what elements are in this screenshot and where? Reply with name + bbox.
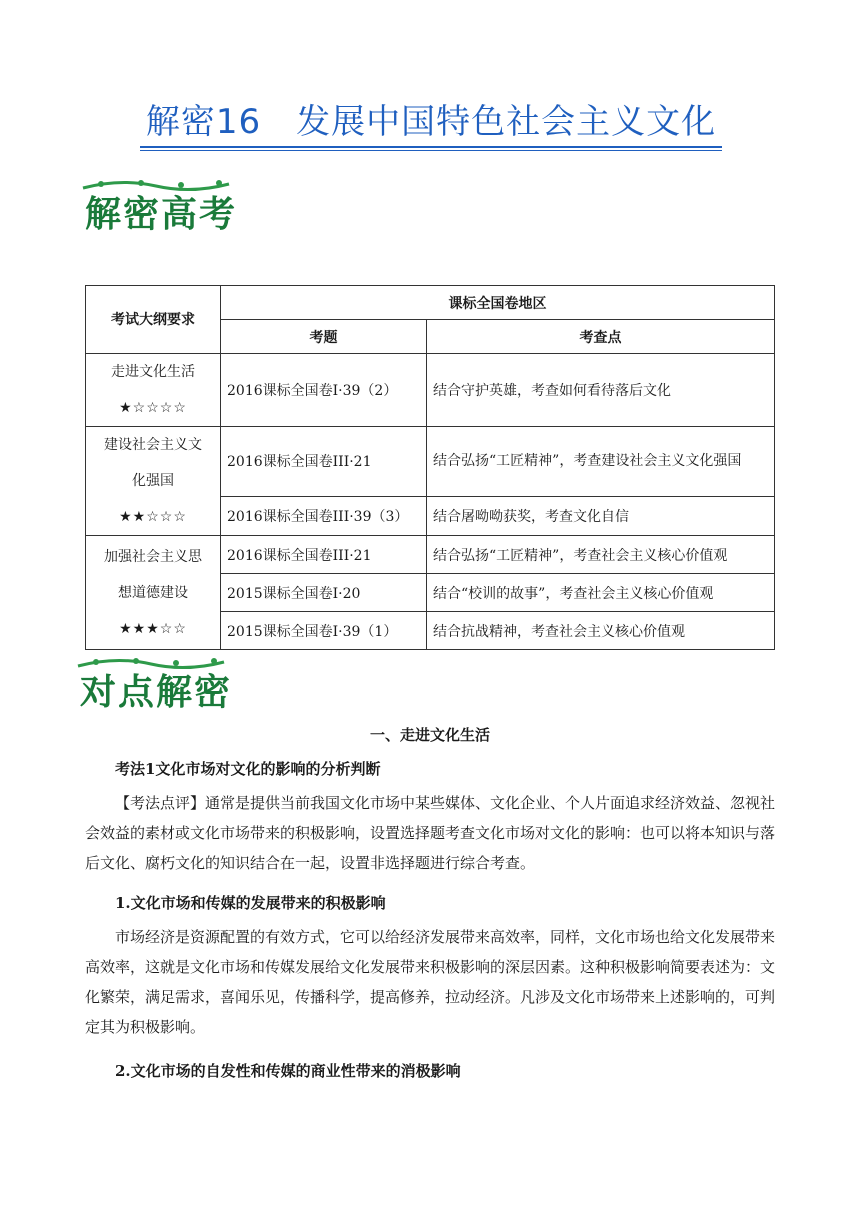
method-title: 考法1文化市场对文化的影响的分析判断	[115, 760, 381, 778]
leaf-decoration-icon	[81, 178, 231, 192]
page-title: 解密16 发展中国特色社会主义文化	[145, 102, 717, 142]
requirement-cell: 加强社会主义思 想道德建设 ★★★☆☆	[86, 536, 221, 650]
subheading-negative: 2.文化市场的自发性和传媒的商业性带来的消极影响	[115, 1062, 461, 1080]
difficulty-stars: ★★☆☆☆	[119, 509, 187, 525]
title-underline	[140, 146, 722, 148]
point-cell: 结合屠呦呦获奖，考查文化自信	[427, 496, 775, 535]
difficulty-stars: ★☆☆☆☆	[119, 400, 187, 416]
question-cell: 2016课标全国卷Ⅰ·39（2）	[221, 354, 427, 427]
leaf-decoration-icon	[76, 656, 226, 670]
point-cell: 结合“校训的故事”，考查社会主义核心价值观	[427, 574, 775, 612]
method-comment: 【考法点评】通常是提供当前我国文化市场中某些媒体、文化企业、个人片面追求经济效益、忽视社会效益的素材或文化市场带来的积极影响，设置选择题考查文化市场对文化的影响：也可以将本知识与落后文化、腐朽文化的知识结合在一起，设置非选择题进行综合考查。	[85, 794, 776, 872]
question-cell: 2016课标全国卷III·21	[221, 427, 427, 497]
title-block	[140, 100, 722, 151]
exam-outline-table	[85, 285, 775, 650]
section-label-duidian-jiemi: 对点解密	[80, 664, 232, 715]
question-cell: 2015课标全国卷Ⅰ·39（1）	[221, 612, 427, 650]
subheading-positive: 1.文化市场和传媒的发展带来的积极影响	[115, 894, 386, 912]
header-point: 考查点	[427, 320, 775, 354]
difficulty-stars: ★★★☆☆	[119, 620, 187, 637]
title-underline-thin	[140, 150, 722, 151]
paragraph-positive: 市场经济是资源配置的有效方式，它可以给经济发展带来高效率，同样，文化市场也给文化发展带来高效率，这就是文化市场和传媒发展给文化发展带来积极影响的深层因素。这种积极影响简要表述为：文化繁荣，满足需求，喜闻乐见，传播科学，提高修养，拉动经济。凡涉及文化市场带来上述影响的，可判定其为积极影响。	[85, 928, 776, 1036]
header-requirement: 考试大纲要求	[86, 286, 221, 354]
question-cell: 2016课标全国卷III·39（3）	[221, 496, 427, 535]
point-cell: 结合守护英雄，考查如何看待落后文化	[427, 354, 775, 427]
requirement-cell: 建设社会主义文 化强国 ★★☆☆☆	[86, 427, 221, 536]
header-question: 考题	[221, 320, 427, 354]
question-cell: 2016课标全国卷III·21	[221, 536, 427, 574]
content-heading: 一、走进文化生活	[369, 726, 490, 744]
point-cell: 结合弘扬“工匠精神”，考查建设社会主义文化强国	[427, 427, 775, 497]
header-region: 课标全国卷地区	[221, 286, 775, 320]
section-label-jiemi-gaokao: 解密高考	[85, 186, 237, 237]
question-cell: 2015课标全国卷Ⅰ·20	[221, 574, 427, 612]
point-cell: 结合抗战精神，考查社会主义核心价值观	[427, 612, 775, 650]
requirement-cell: 走进文化生活 ★☆☆☆☆	[86, 354, 221, 427]
point-cell: 结合弘扬“工匠精神”，考查社会主义核心价值观	[427, 536, 775, 574]
